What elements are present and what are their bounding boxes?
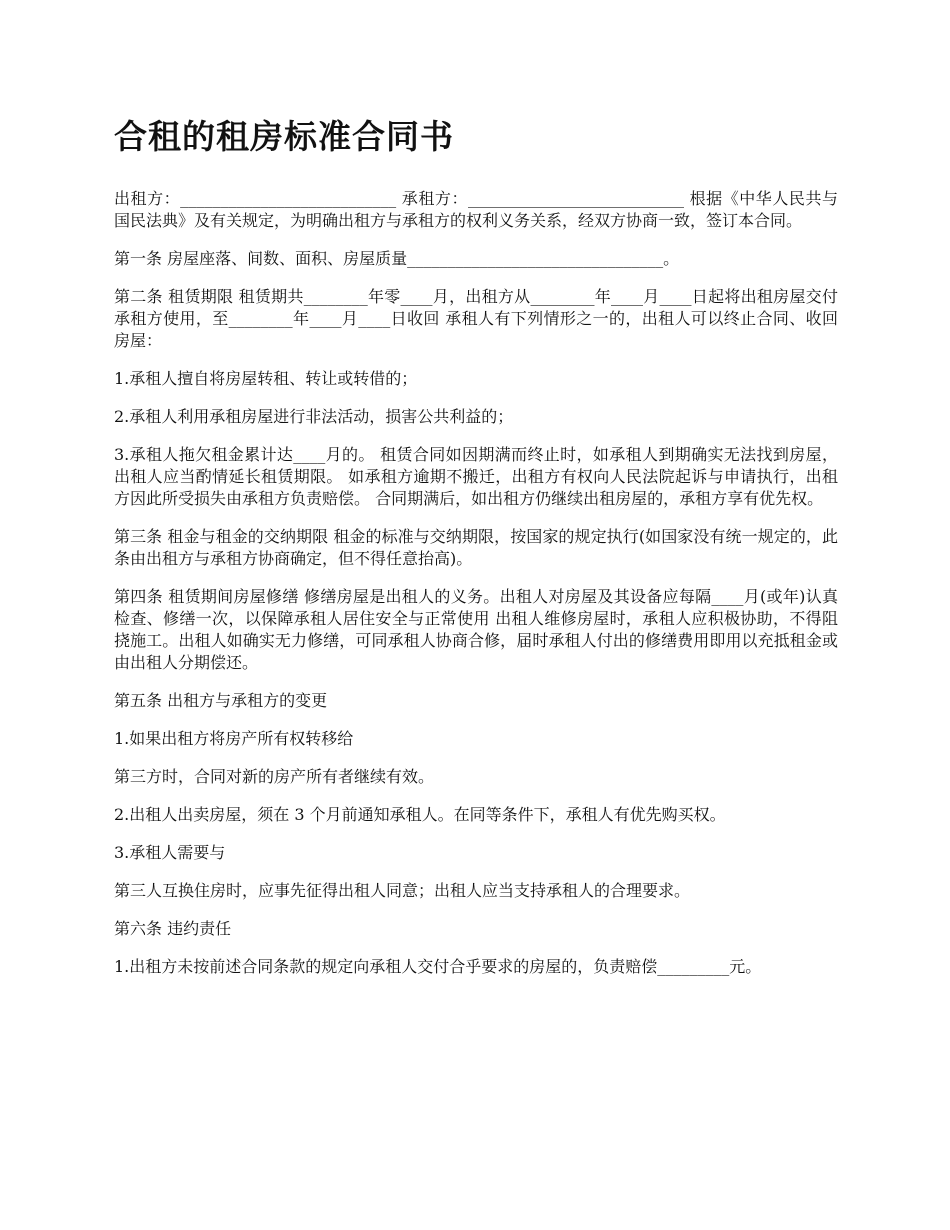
document-title: 合租的租房标准合同书 <box>114 117 454 156</box>
article-2-clause-3: 3.承租人拖欠租金累计达____月的。 租赁合同如因期满而终止时，如承租人到期确实无法找到房屋，出租人应当酌情延长租赁期限。 如承租方逾期不搬迁，出租方有权向人民法院起诉与申请执行，出租方因此所受损失由承租方负责赔偿。 合同期满后，如出租方仍继续出租房屋的，承租方享有优先权。 <box>114 445 838 508</box>
article-5-clause-3-cont: 第三人互换住房时，应事先征得出租人同意；出租人应当支持承租人的合理要求。 <box>114 881 691 900</box>
article-5-heading: 第五条 出租方与承租方的变更 <box>114 691 328 710</box>
article-5-clause-1-cont: 第三方时，合同对新的房产所有者继续有效。 <box>114 767 435 786</box>
article-6-heading: 第六条 违约责任 <box>114 919 232 938</box>
contract-preamble: 出租方：___________________________ 承租方：___________________________ 根据《中华人民共与国民法典》及有关规定，为明确出租方与承租方的权利义务关系，经双方协商一致，签订本合同。 <box>114 189 838 230</box>
article-2-lease-term: 第二条 租赁期限 租赁期共________年零____月，出租方从________年____月____日起将出租房屋交付承租方使用，至________年____月____日收回 承租人有下列情形之一的，出租人可以终止合同、收回房屋： <box>114 287 838 350</box>
article-5-clause-3: 3.承租人需要与 <box>114 843 226 862</box>
article-1-property: 第一条 房屋座落、间数、面积、房屋质量________________________________。 <box>114 249 680 268</box>
article-2-clause-1: 1.承租人擅自将房屋转租、转让或转借的； <box>114 369 418 388</box>
article-3-rent: 第三条 租金与租金的交纳期限 租金的标准与交纳期限，按国家的规定执行(如国家没有统一规定的，此条由出租方与承租方协商确定，但不得任意抬高)。 <box>114 527 838 568</box>
article-4-repairs: 第四条 租赁期间房屋修缮 修缮房屋是出租人的义务。出租人对房屋及其设备应每隔____月(或年)认真检查、修缮一次，以保障承租人居住安全与正常使用 出租人维修房屋时，承租人应积极协助，不得阻挠施工。出租人如确实无力修缮，可同承租人协商合修，届时承租人付出的修缮费用即用以充抵租金或由出租人分期偿还。 <box>114 587 838 672</box>
article-5-clause-1: 1.如果出租方将房产所有权转移给 <box>114 729 354 748</box>
article-2-clause-2: 2.承租人利用承租房屋进行非法活动，损害公共利益的； <box>114 407 514 426</box>
article-6-clause-1: 1.出租方未按前述合同条款的规定向承租人交付合乎要求的房屋的，负责赔偿_________元。 <box>114 957 762 976</box>
article-5-clause-2: 2.出租人出卖房屋，须在 3 个月前通知承租人。在同等条件下，承租人有优先购买权。 <box>114 805 726 824</box>
